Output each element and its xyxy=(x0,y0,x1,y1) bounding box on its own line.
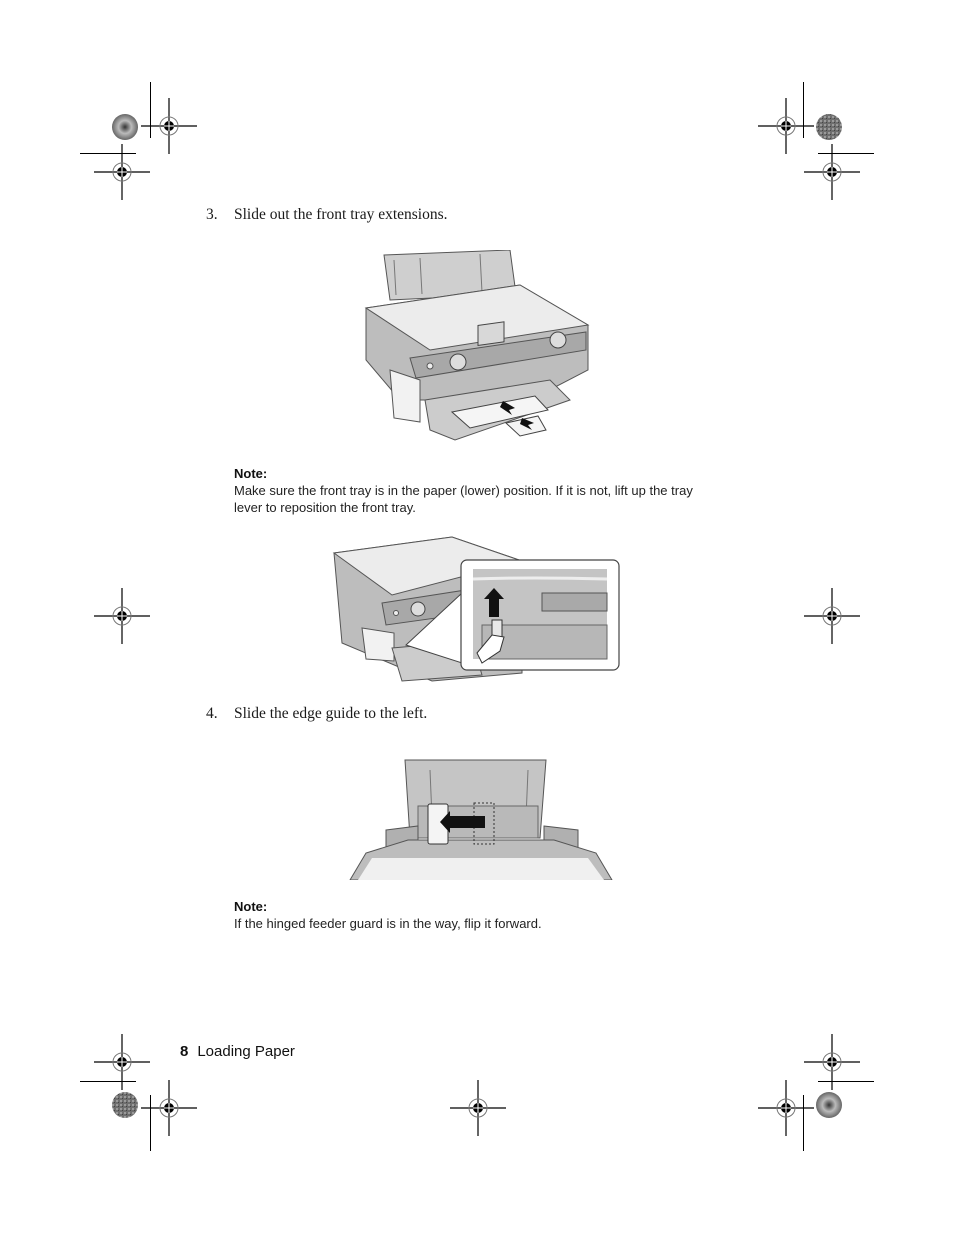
step-text: Slide out the front tray extensions. xyxy=(234,206,448,223)
step-4 xyxy=(206,705,427,723)
step-text: Slide the edge guide to the left. xyxy=(234,705,428,722)
page-number: 8 xyxy=(180,1043,189,1060)
figure-printer-front-tray xyxy=(360,250,596,445)
note-heading: Note: xyxy=(234,899,268,914)
figure-edge-guide xyxy=(348,758,614,880)
step-3 xyxy=(206,206,448,224)
page-footer xyxy=(180,1043,295,1060)
note-line: Make sure the front tray is in the paper (lower) position. If it is not, lift up the tray xyxy=(234,483,693,498)
note-2 xyxy=(234,899,754,932)
note-1 xyxy=(234,466,754,516)
section-title: Loading Paper xyxy=(197,1043,295,1060)
note-body xyxy=(234,482,754,516)
step-number: 3. xyxy=(206,206,218,223)
note-line: If the hinged feeder guard is in the way, flip it forward. xyxy=(234,916,542,931)
note-line: lever to reposition the front tray. xyxy=(234,500,416,515)
figure-tray-lever xyxy=(332,533,622,683)
note-body xyxy=(234,915,754,932)
note-heading: Note: xyxy=(234,466,268,481)
step-number: 4. xyxy=(206,705,218,722)
